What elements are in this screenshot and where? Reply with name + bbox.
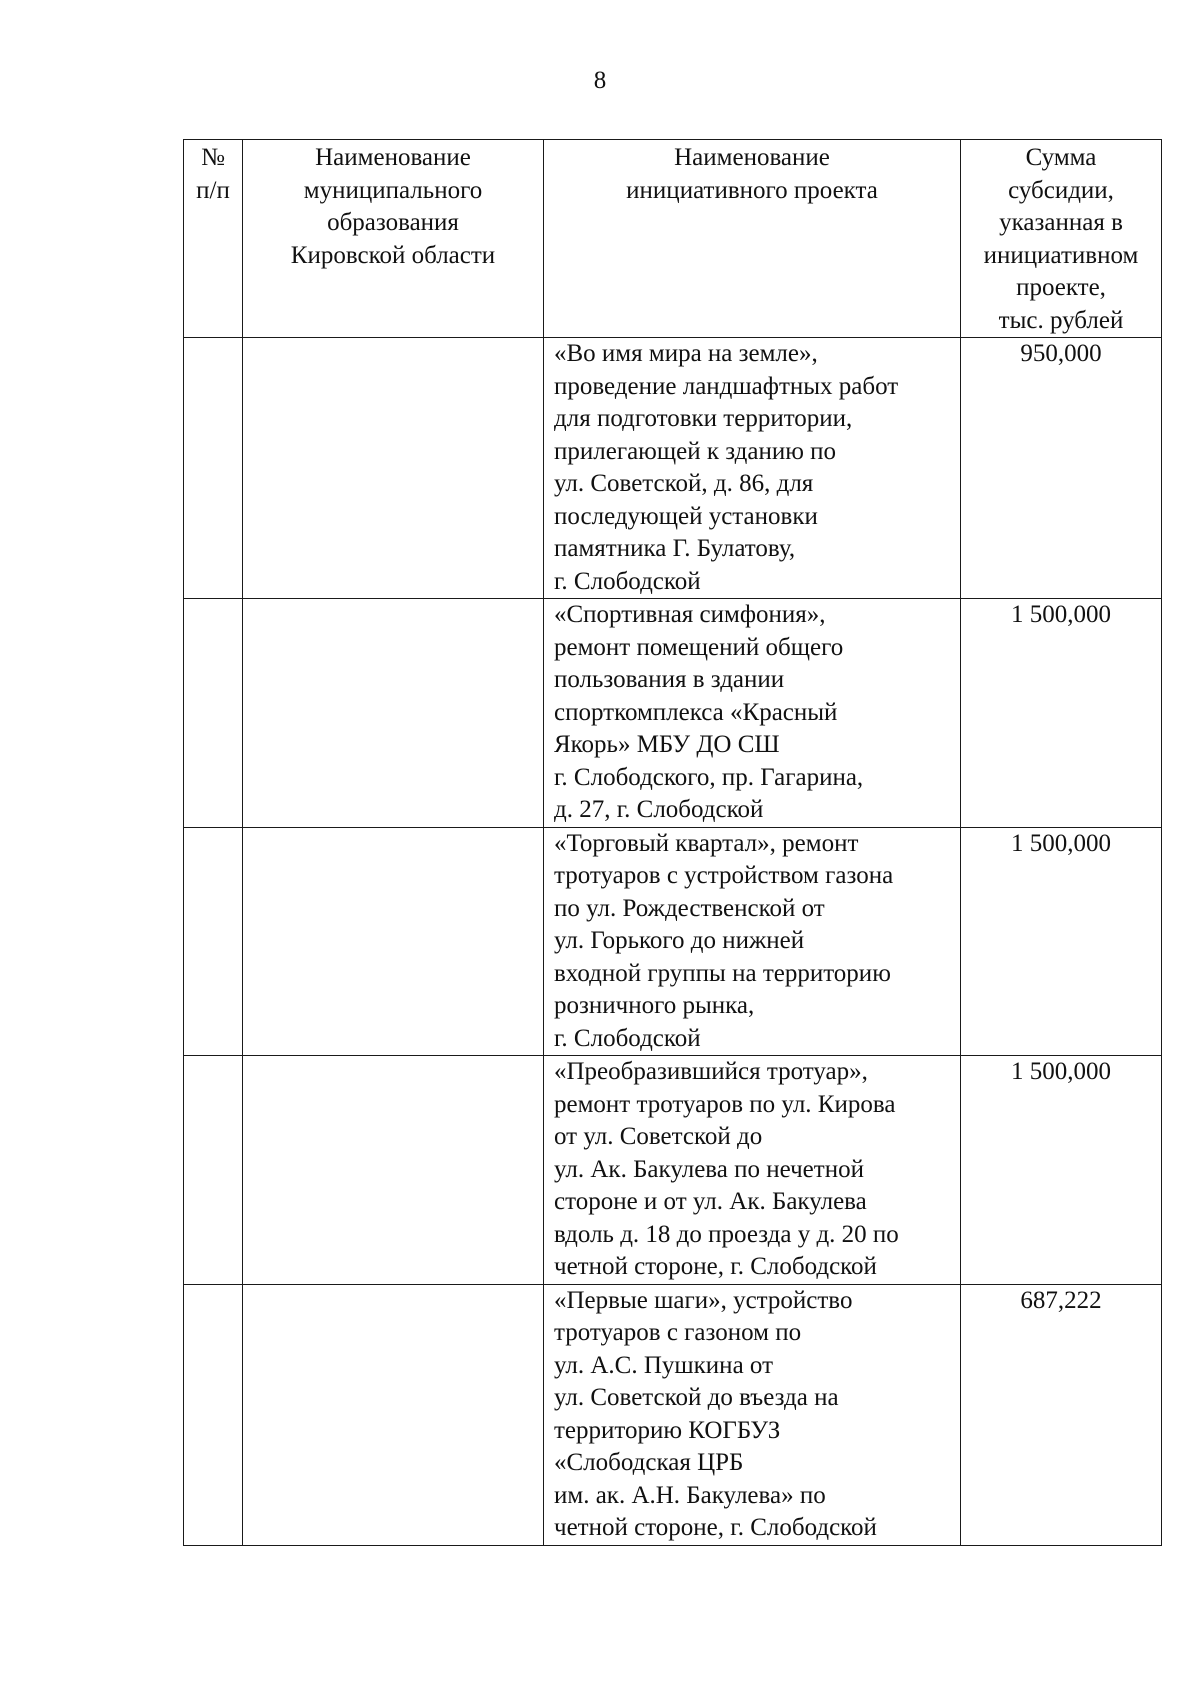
cell-number [184,338,243,599]
table-row [184,599,1162,828]
cell-project: «Преобразившийся тротуар», ремонт тротуаров по ул. Кирова от ул. Советской до ул. Ак. Бакулева по нечетной стороне и от ул. Ак. Бакулева вдоль д. 18 до проезда у д. 20 по четной стороне, г. Слободской [544,1056,961,1285]
page-number: 8 [593,67,607,94]
table-row [184,827,1162,1056]
table-header-row [184,140,1162,338]
cell-number [184,599,243,828]
cell-number [184,1284,243,1545]
cell-municipality [243,1056,544,1285]
cell-number [184,1056,243,1285]
header-number: № п/п [184,140,243,338]
cell-project: «Спортивная симфония», ремонт помещений общего пользования в здании спорткомплекса «Красный Якорь» МБУ ДО СШ г. Слободского, пр. Гагарина, д. 27, г. Слободской [544,599,961,828]
cell-amount: 1 500,000 [961,1056,1162,1285]
table-row [184,338,1162,599]
cell-amount: 1 500,000 [961,599,1162,828]
cell-amount: 950,000 [961,338,1162,599]
cell-amount: 687,222 [961,1284,1162,1545]
cell-municipality [243,827,544,1056]
cell-project: «Во имя мира на земле», проведение ландшафтных работ для подготовки территории, прилегающей к зданию по ул. Советской, д. 86, для последующей установки памятника Г. Булатову, г. Слободской [544,338,961,599]
table-row [184,1056,1162,1285]
cell-municipality [243,1284,544,1545]
subsidy-table [183,139,1162,1546]
header-municipality: Наименование муниципального образования Кировской области [243,140,544,338]
header-project: Наименование инициативного проекта [544,140,961,338]
header-amount: Сумма субсидии, указанная в инициативном проекте, тыс. рублей [961,140,1162,338]
cell-project: «Первые шаги», устройство тротуаров с газоном по ул. А.С. Пушкина от ул. Советской до въезда на территорию КОГБУЗ «Слободская ЦРБ им. ак. А.Н. Бакулева» по четной стороне, г. Слободской [544,1284,961,1545]
table-row [184,1284,1162,1545]
cell-municipality [243,338,544,599]
cell-number [184,827,243,1056]
cell-amount: 1 500,000 [961,827,1162,1056]
cell-project: «Торговый квартал», ремонт тротуаров с устройством газона по ул. Рождественской от ул. Горького до нижней входной группы на территорию розничного рынка, г. Слободской [544,827,961,1056]
cell-municipality [243,599,544,828]
